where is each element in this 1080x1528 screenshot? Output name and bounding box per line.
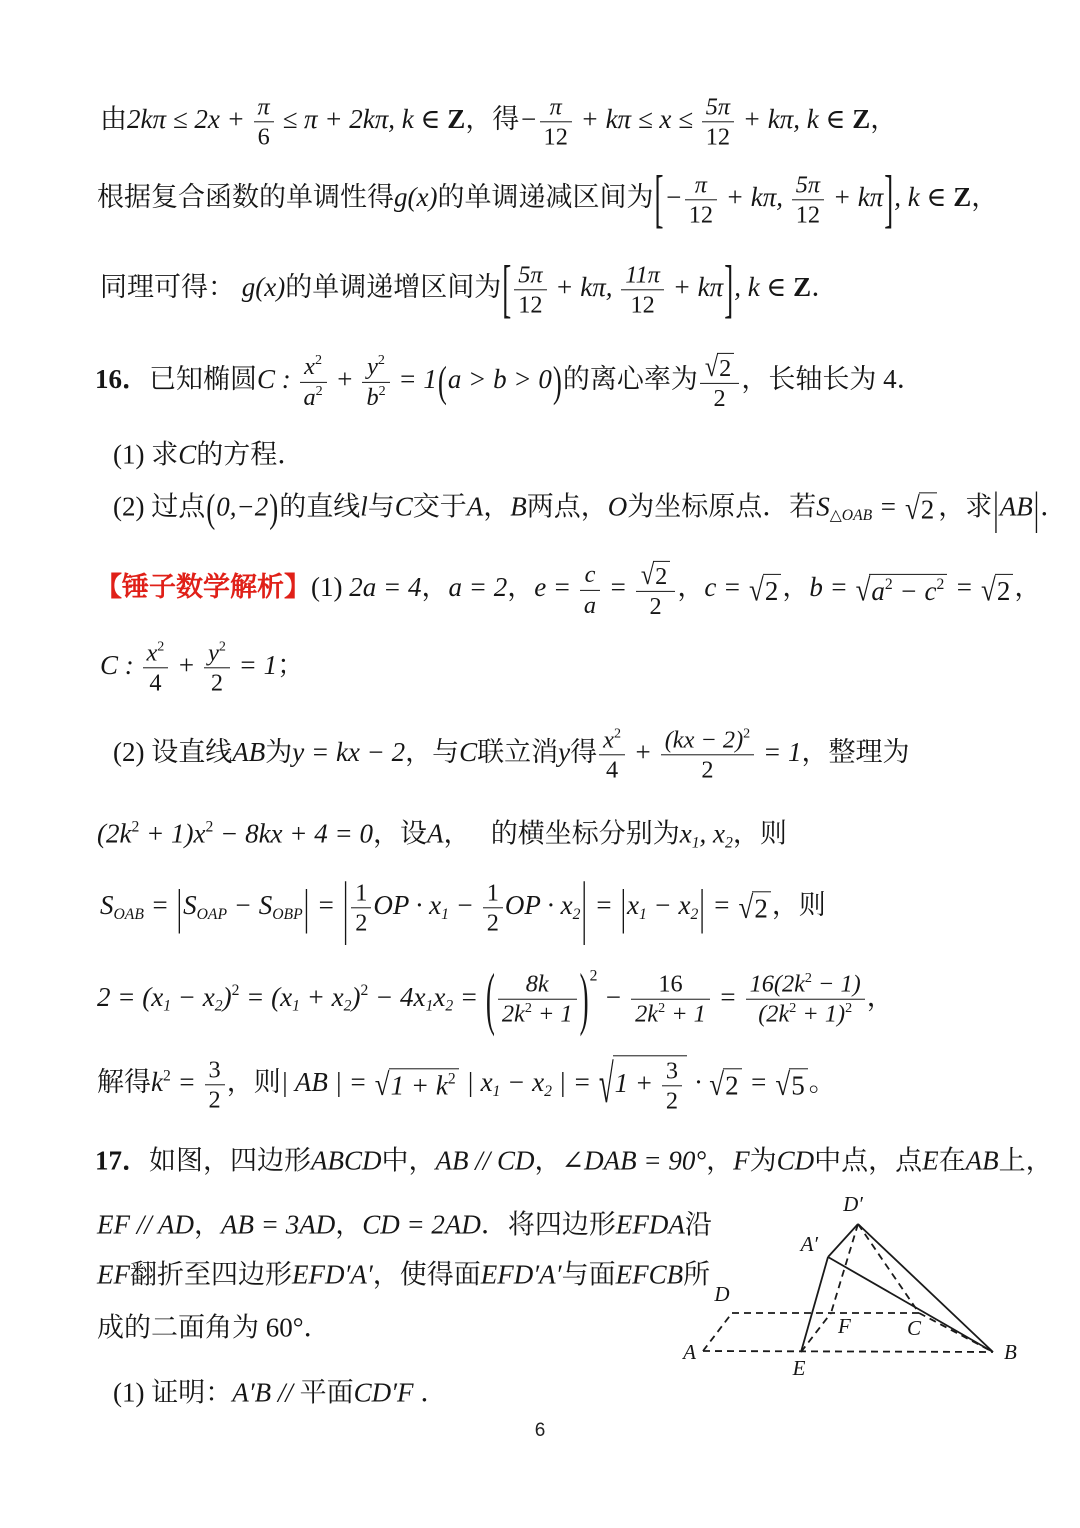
vertex-label-B: B [1004, 1340, 1017, 1364]
vertex-label-D: D [714, 1282, 730, 1306]
bracket: ) [579, 959, 589, 1038]
fraction: $\frac{\pi}{12}$ [540, 93, 572, 150]
geometry-diagram [660, 1185, 1080, 1390]
line-17-fold: EF翻折至四边形EFD′A′，使得面EFD′A′与面EFCB所 [97, 1259, 711, 1290]
radical: √ 2 [905, 493, 937, 526]
fraction: $\frac{x^2}{4}$ [143, 639, 169, 696]
fraction: $\frac{y^2}{b^2}$ [362, 353, 389, 410]
line-16-part1: (1) 求C的方程． [113, 439, 305, 470]
fraction: $\frac{11\pi}{12}$ [621, 261, 664, 318]
radical: √ 2 [738, 892, 770, 925]
bracket: ) [269, 485, 279, 531]
vertex-label-Dp: D′ [843, 1192, 863, 1216]
fraction: $\frac{c}{a}$ [580, 561, 600, 618]
radical: √ 2 [641, 561, 671, 590]
line-result: 解得$k^2$ = $\frac{3}{2}$ ，则| AB | = √ $1 + k^2$ | $x_1 - x_2$ | = √ 1 + $\frac{3}{2}$ · √ 2 = √ 5 。 [97, 1054, 836, 1115]
bracket: ( [206, 485, 216, 531]
radical: √ $1 + k^2$ [375, 1069, 459, 1102]
bracket: | [1033, 482, 1040, 534]
bracket: [ [654, 162, 664, 235]
fraction: $\frac{x^2}{a^2}$ [300, 353, 327, 410]
bracket: ] [724, 252, 734, 325]
edge-E-F [801, 1313, 831, 1352]
line-increasing-interval: 同理可得： g(x)的单调递增区间为[ $\frac{5\pi}{12}$ + kπ, $\frac{11\pi}{12}$ + kπ], k ∈ Z． [100, 261, 838, 318]
bracket: | [176, 880, 183, 935]
fraction: $\frac{y^2}{2}$ [204, 639, 230, 696]
fraction: $\frac{\pi}{12}$ [685, 171, 717, 228]
page-number: 6 [534, 1420, 546, 1441]
line-17-part1: (1) 证明：A′B // 平面CD′F ． [113, 1377, 448, 1408]
radical: √ 2 [981, 574, 1013, 607]
line-area: $S_{OAB} = |S_{OAP} - S_{OBP}|$ = | $\frac{1}{2}$ OP · $x_1$ − $\frac{1}{2}$ OP · $x_2| = |x_1 - x_2|$ = √ 2 ，则 [100, 879, 826, 936]
fraction: $\frac{1}{2}$ [483, 879, 503, 936]
vertex-label-C: C [906, 1316, 922, 1340]
bracket: ] [884, 162, 894, 235]
radical: √ 2 [705, 353, 735, 382]
fraction: $\frac{5\pi}{12}$ [792, 171, 824, 228]
radical: √ 2 [749, 574, 781, 607]
bracket: | [620, 880, 626, 935]
line-quadratic: $(2k^2 + 1)x^2 - 8kx + 4 = 0$，设A， 的横坐标分别为$x_1$, $x_2$，则 [97, 818, 787, 852]
edge-A-B [703, 1351, 993, 1352]
vertex-label-E: E [792, 1356, 806, 1380]
line-problem-16: 16．已知椭圆C : $\frac{x^2}{a^2}$ + $\frac{y^2}{b^2}$ = 1(a > b > 0)的离心率为 √ 2 2 ，长轴长为 4． [95, 351, 924, 412]
fraction: $\frac{16(2k^2 - 1)}{(2k^2 + 1)^2}$ [746, 971, 865, 1028]
bracket: ( [437, 357, 447, 406]
bracket: | [342, 867, 349, 946]
edge-Dp-B [858, 1224, 993, 1352]
radical: √ $a^2 - c^2$ [856, 574, 948, 607]
line-part2-setup: (2) 设直线AB为y = kx − 2，与C联立消y得 $\frac{x^2}{4}$ + $\frac{(kx - 2)^2}{2}$ = 1，整理为 [113, 725, 910, 784]
line-16-part2: (2) 过点(0,−2)的直线l与C交于A，B两点，O为坐标原点．若$S_{\triangle OAB}$ = √ 2 ，求|AB|． [113, 482, 1068, 534]
edge-Dp-C [858, 1224, 919, 1313]
fraction: $\frac{3}{2}$ [205, 1056, 225, 1113]
edge-E-Ap [801, 1257, 828, 1352]
vertex-label-A: A [683, 1340, 696, 1364]
solution-brand-label: 【锤子数学解析】 [95, 572, 311, 603]
bracket: [ [502, 252, 512, 325]
fraction: $\frac{5\pi}{12}$ [702, 93, 734, 150]
line-17-conditions: EF // AD，AB = 3AD，CD = 2AD．将四边形EFDA沿 [97, 1209, 712, 1240]
vertex-label-F: F [838, 1314, 851, 1338]
line-ellipse-equation: C : $\frac{x^2}{4}$ + $\frac{y^2}{2}$ = 1； [100, 638, 305, 697]
vertex-label-Ap: A′ [800, 1232, 818, 1256]
edge-A-D [703, 1313, 732, 1351]
fraction: $\frac{\pi}{6}$ [254, 93, 274, 150]
line-solution-header: 【锤子数学解析】(1) 2a = 4，a = 2，e = $\frac{c}{a}$ = √ 2 2 ，c = √ 2 ，b = √ $a^2 - c^2$ = √ 2 ， [95, 559, 1042, 620]
fraction: $\frac{1}{2}$ [351, 879, 371, 936]
fraction: $\frac{16}{2k^2 + 1}$ [631, 971, 710, 1028]
line-17-angle: 成的二面角为 60°． [97, 1312, 331, 1343]
edge-Dp-F [831, 1224, 858, 1313]
fraction: $\frac{5\pi}{12}$ [514, 261, 546, 318]
line-decreasing-interval: 根据复合函数的单调性得g(x)的单调递减区间为[− $\frac{\pi}{12}$ + kπ, $\frac{5\pi}{12}$ + kπ], k ∈ Z， [97, 171, 998, 228]
fraction: √ 2 2 [700, 352, 740, 412]
bracket: | [993, 482, 999, 534]
fraction: $\frac{x^2}{4}$ [599, 726, 625, 783]
bracket: ) [552, 357, 562, 406]
fraction: √ 2 2 [636, 560, 676, 620]
bracket: | [303, 880, 310, 935]
line-monotonic-derive: 由2kπ ≤ 2x + $\frac{\pi}{6}$ ≤ π + 2kπ, k ∈ Z，得− $\frac{\pi}{12}$ + kπ ≤ x ≤ $\frac{5\pi}{12}$ + kπ, k ∈ Z， [100, 93, 898, 151]
radical: √ 2 [709, 1069, 741, 1102]
radical: √ 1 + $\frac{3}{2}$ [599, 1055, 687, 1114]
bracket: | [581, 867, 587, 946]
line-vieta: $2 = (x_1 - x_2)^2 = (x_1 + x_2)^2 - 4x_1x_2$ = ( $\frac{8k}{2k^2 + 1}$ )$^2$ − $\frac{16}{2k^2 + 1}$ = $\frac{16(2k^2 - 1)}{(2k^2 + 1)^2}$ ， [97, 968, 894, 1029]
line-problem-17: 17．如图，四边形ABCD中，AB // CD，∠DAB = 90°，F为CD中点，点E在AB上， [95, 1145, 1053, 1176]
bracket: | [699, 880, 705, 935]
radical: √ 5 [775, 1069, 807, 1102]
fraction: $\frac{3}{2}$ [662, 1057, 682, 1114]
fraction: $\frac{8k}{2k^2 + 1}$ [498, 971, 577, 1028]
fraction: $\frac{(kx - 2)^2}{2}$ [661, 726, 755, 783]
bracket: ( [485, 959, 495, 1038]
